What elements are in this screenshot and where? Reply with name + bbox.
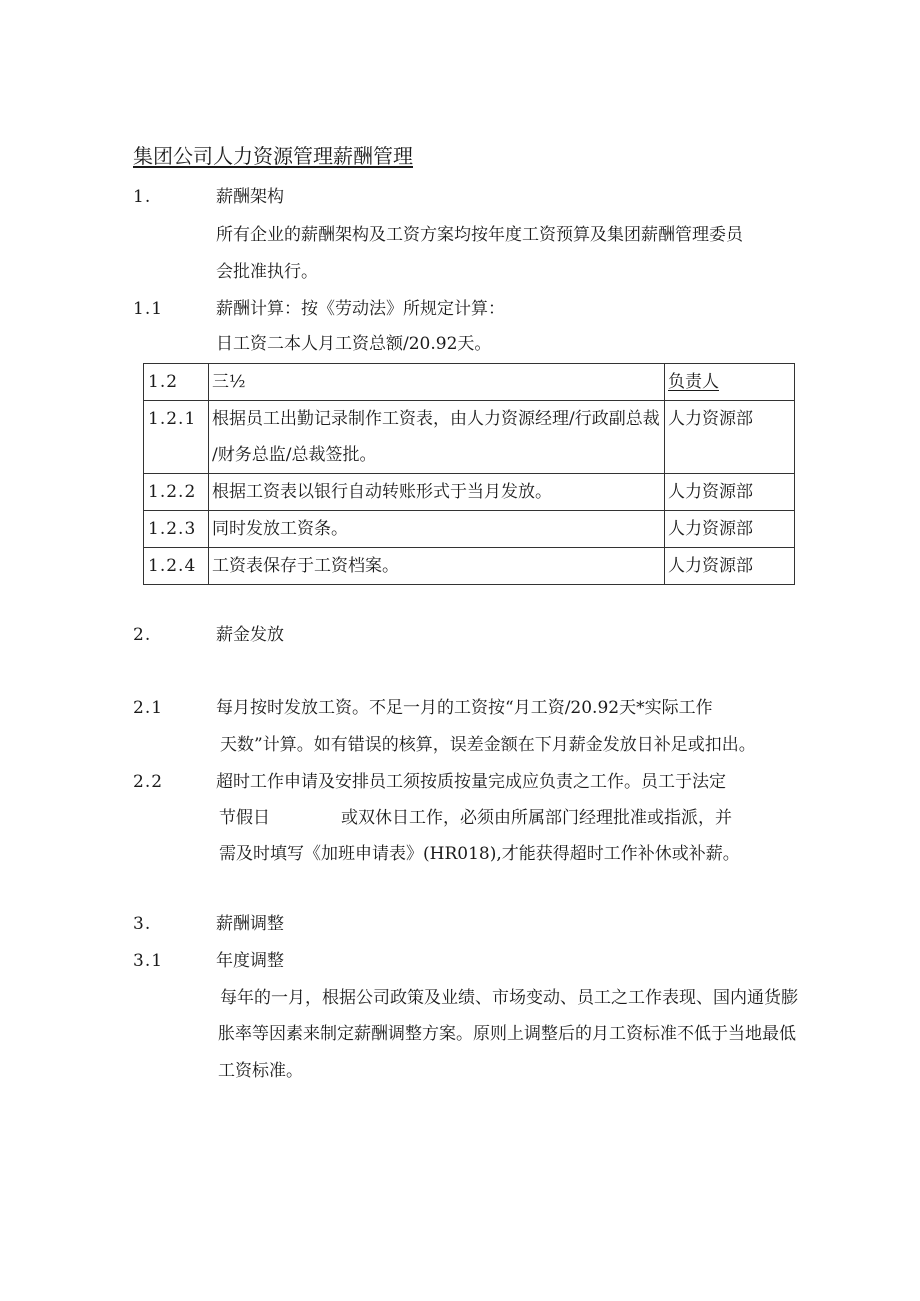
section-3-number: 3. <box>133 914 152 934</box>
table-row-owner: 人力资源部 <box>665 548 795 585</box>
section-1-paragraph-line-2: 会批准执行。 <box>216 262 318 282</box>
table-row-description: 同时发放工资条。 <box>209 511 665 548</box>
table-row-number: 1.2.1 <box>144 401 209 474</box>
table-row-description <box>209 401 665 474</box>
table-header-row <box>144 364 795 401</box>
section-1-1-text: 薪酬计算：按《劳动法》所规定计算： <box>216 299 505 319</box>
section-3-1-line-3: 工资标准。 <box>218 1061 303 1081</box>
section-2-2-line-2b: 或双休日工作，必须由所属部门经理批准或指派，并 <box>341 808 732 828</box>
document-title: 集团公司人力资源管理薪酬管理 <box>133 144 413 168</box>
section-3-heading: 薪酬调整 <box>216 914 284 934</box>
table-row-number: 1.2.3 <box>144 511 209 548</box>
section-3-1-number: 3.1 <box>133 951 164 971</box>
table-header-number: 1.2 <box>144 364 209 401</box>
section-1-heading: 薪酬架构 <box>216 187 284 207</box>
section-3-1-line-2: 胀率等因素来制定薪酬调整方案。原则上调整后的月工资标准不低于当地最低 <box>218 1024 796 1044</box>
section-2-heading: 薪金发放 <box>216 625 284 645</box>
table-row <box>144 548 795 585</box>
table-row-owner: 人力资源部 <box>665 401 795 474</box>
section-1-1-formula: 日工资二本人月工资总额/20.92天。 <box>216 334 492 354</box>
table-row-description-line-1: 根据员工出勤记录制作工资表，由人力资源经理/行政副总裁 <box>212 409 660 429</box>
section-2-1-line-2: 天数”计算。如有错误的核算，误差金额在下月薪金发放日补足或扣出。 <box>220 735 756 755</box>
section-2-2-line-3: 需及时填写《加班申请表》(HR018),才能获得超时工作补休或补薪。 <box>219 844 740 864</box>
section-2-number: 2. <box>133 625 152 645</box>
table-row <box>144 474 795 511</box>
section-2-1-number: 2.1 <box>133 698 164 718</box>
table-header-owner: 负责人 <box>665 364 795 401</box>
table-row <box>144 401 795 474</box>
table-row <box>144 511 795 548</box>
section-1-1-number: 1.1 <box>133 299 164 319</box>
table-header-item: 三½ <box>209 364 665 401</box>
section-1-paragraph-line-1: 所有企业的薪酬架构及工资方案均按年度工资预算及集团薪酬管理委员 <box>216 225 743 245</box>
table-row-description-line-2: /财务总监/总裁签批。 <box>212 445 377 465</box>
payroll-procedure-table <box>143 363 795 585</box>
table-row-description: 根据工资表以银行自动转账形式于当月发放。 <box>209 474 665 511</box>
table-row-owner: 人力资源部 <box>665 474 795 511</box>
section-3-1-line-1: 每年的一月，根据公司政策及业绩、市场变动、员工之工作表现、国内通货膨 <box>220 988 798 1008</box>
section-1-number: 1. <box>133 187 152 207</box>
table-row-number: 1.2.4 <box>144 548 209 585</box>
table-row-owner: 人力资源部 <box>665 511 795 548</box>
section-2-1-line-1: 每月按时发放工资。不足一月的工资按“月工资/20.92天*实际工作 <box>216 698 713 718</box>
section-2-2-line-2a: 节假日 <box>219 808 270 828</box>
section-3-1-heading: 年度调整 <box>216 951 284 971</box>
section-2-2-line-1: 超时工作申请及安排员工须按质按量完成应负责之工作。员工于法定 <box>216 772 726 792</box>
section-2-2-number: 2.2 <box>133 772 164 792</box>
table-row-description: 工资表保存于工资档案。 <box>209 548 665 585</box>
table-row-number: 1.2.2 <box>144 474 209 511</box>
